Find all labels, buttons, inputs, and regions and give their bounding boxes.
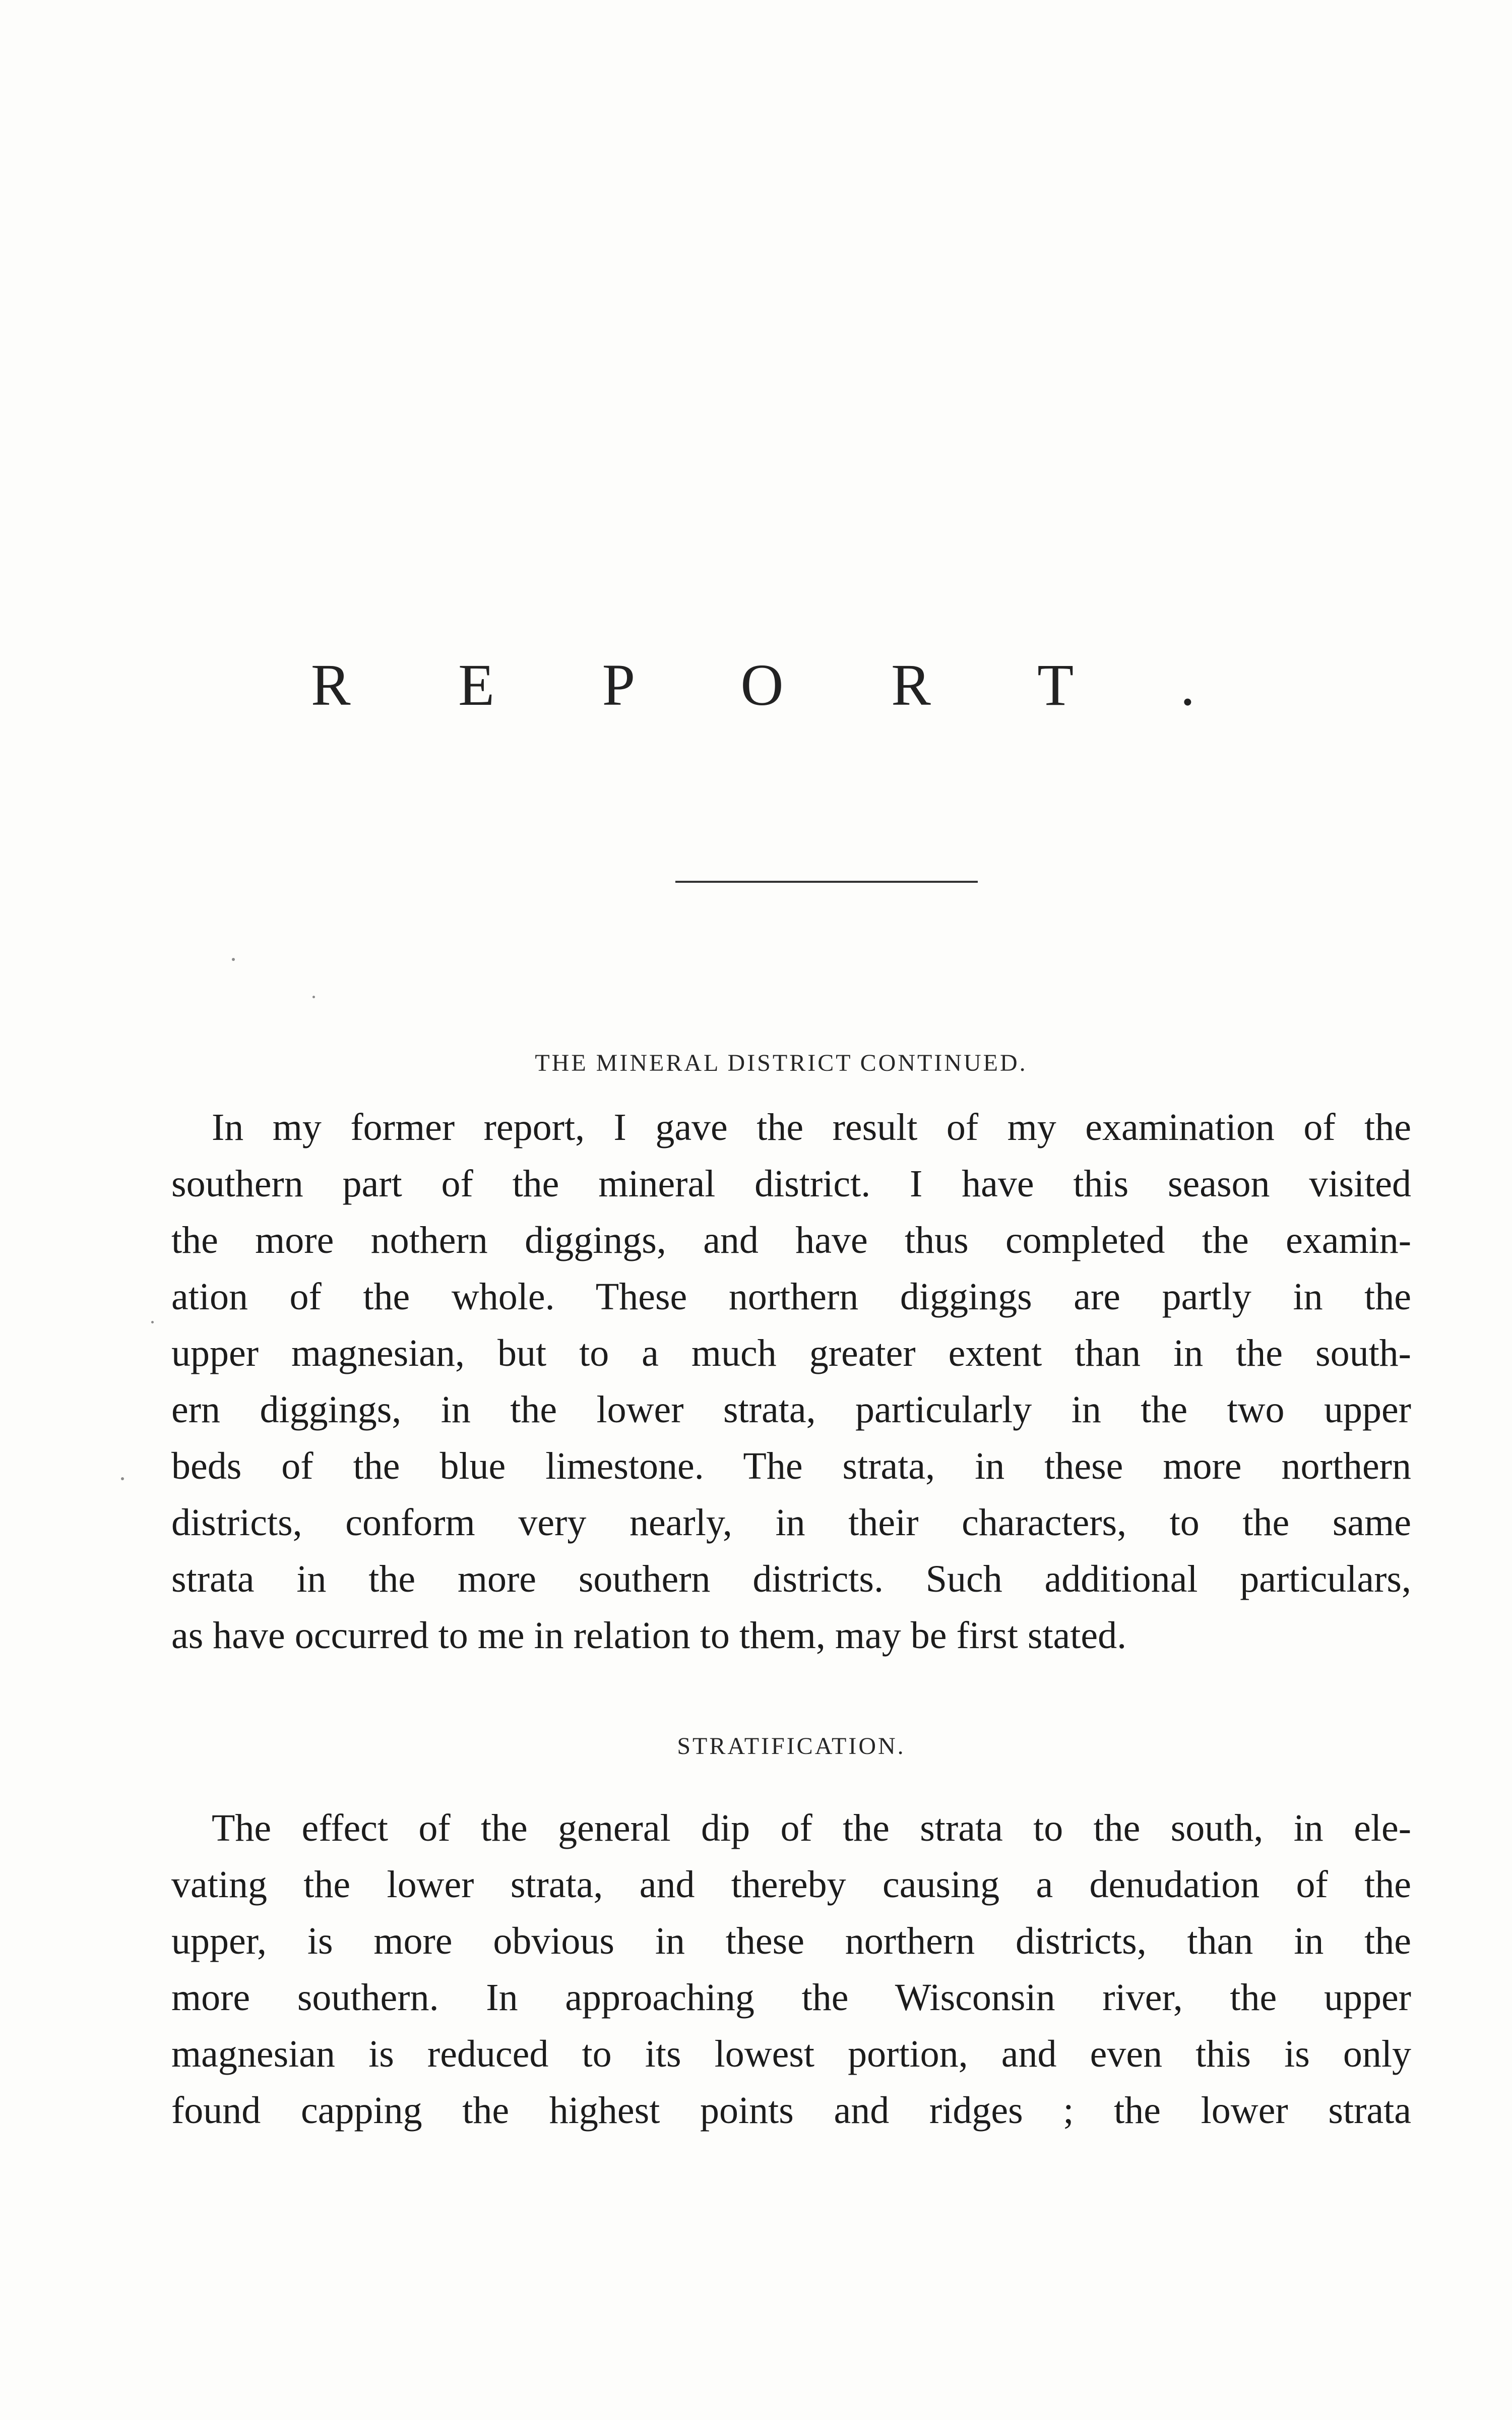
paragraph-stratification <box>171 1800 1411 2139</box>
text-line: found capping the highest points and ridges ; the lower strata <box>171 2089 1411 2132</box>
page-title: R E P O R T . <box>310 652 1242 718</box>
text-line: as have occurred to me in relation to them, may be first stated. <box>171 1614 1127 1657</box>
section-heading-mineral-district: THE MINERAL DISTRICT CONTINUED. <box>535 1050 1028 1076</box>
paragraph-mineral-district <box>171 1099 1411 1664</box>
text-line: southern part of the mineral district. I have this season visited <box>171 1163 1411 1205</box>
print-speck <box>232 958 235 961</box>
title-divider <box>675 881 978 883</box>
print-speck <box>312 996 315 998</box>
text-line: magnesian is reduced to its lowest portion, and even this is only <box>171 2033 1411 2075</box>
text-line: The effect of the general dip of the strata to the south, in ele- <box>212 1807 1411 1849</box>
text-line: vating the lower strata, and thereby causing a denudation of the <box>171 1863 1411 1906</box>
text-line: upper, is more obvious in these northern districts, than in the <box>171 1920 1411 1962</box>
text-line: strata in the more southern districts. Such additional particulars, <box>171 1558 1411 1600</box>
text-line: beds of the blue limestone. The strata, in these more northern <box>171 1445 1411 1487</box>
print-speck <box>151 1321 154 1323</box>
print-speck <box>121 1477 124 1480</box>
text-line: ation of the whole. These northern diggings are partly in the <box>171 1276 1411 1318</box>
section-heading-stratification: STRATIFICATION. <box>677 1733 906 1760</box>
text-line: districts, conform very nearly, in their characters, to the same <box>171 1501 1411 1544</box>
text-line: more southern. In approaching the Wisconsin river, the upper <box>171 1976 1411 2019</box>
text-line: upper magnesian, but to a much greater extent than in the south- <box>171 1332 1411 1374</box>
text-line: the more nothern diggings, and have thus completed the examin- <box>171 1219 1411 1261</box>
text-line: ern diggings, in the lower strata, particularly in the two upper <box>171 1388 1411 1431</box>
text-line: In my former report, I gave the result of my examination of the <box>212 1106 1411 1148</box>
